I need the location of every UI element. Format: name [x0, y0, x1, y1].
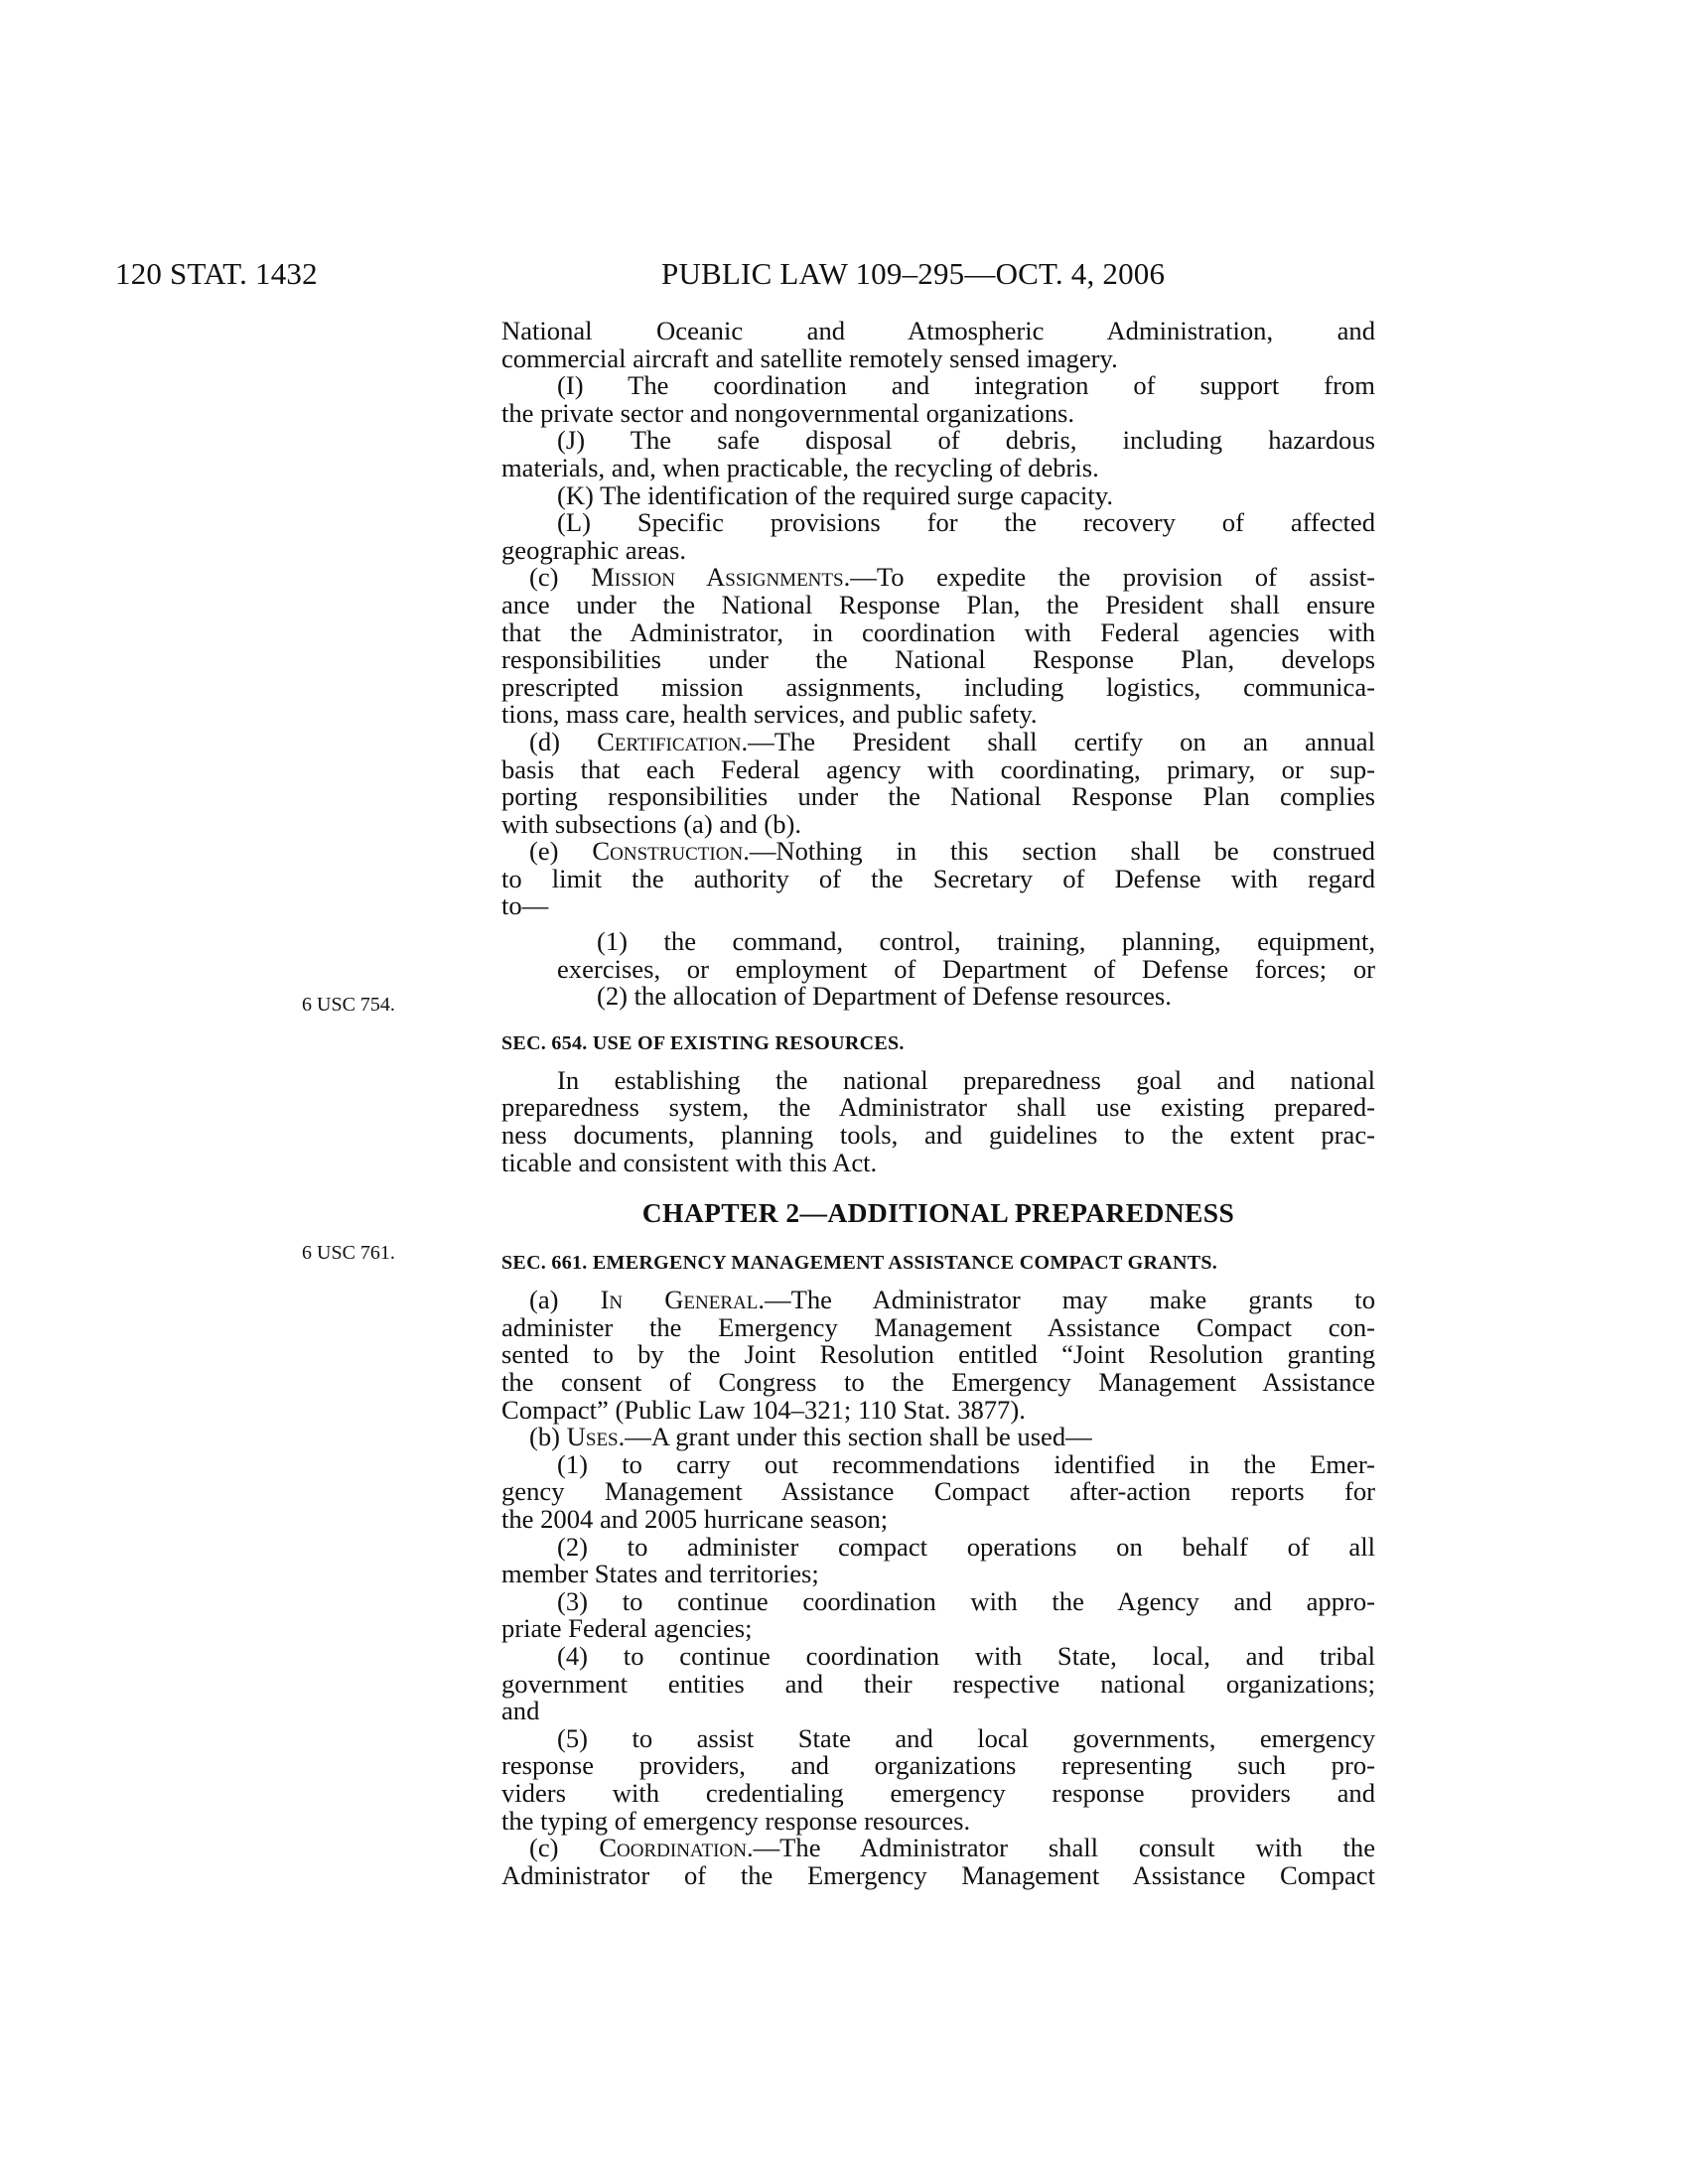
- subsection-a-text: .—The Administrator may make grants to: [758, 1285, 1375, 1315]
- subsection-a-number: (a): [529, 1285, 601, 1315]
- text-line: with subsections (a) and (b).: [501, 808, 802, 839]
- text-line: (2) the allocation of Department of Defense resources.: [597, 981, 1172, 1012]
- text-line: materials, and, when practicable, the recycling of debris.: [501, 452, 1099, 482]
- text-line: (L) Specific provisions for the recovery of affected: [557, 507, 1375, 538]
- text-line: porting responsibilities under the National Response Plan complies: [501, 781, 1375, 812]
- text-line: response providers, and organizations representing such pro-: [501, 1750, 1375, 1781]
- text-line: the typing of emergency response resources.: [501, 1805, 971, 1836]
- margin-note-sec661: 6 USC 761.: [302, 1242, 395, 1264]
- text-line: to—: [501, 890, 549, 921]
- subsection-cc-number: (c): [529, 1833, 600, 1863]
- subsection-e-heading: Construction: [592, 836, 744, 867]
- page-citation: 120 STAT. 1432: [115, 256, 318, 291]
- subsection-d-text: .—The President shall certify on an annual: [741, 726, 1375, 756]
- subsection-cc-text: .—The Administrator shall consult with the: [746, 1833, 1375, 1863]
- subsection-d-heading: Certification: [597, 726, 742, 756]
- text-line: (K) The identification of the required surge capacity.: [557, 479, 1113, 510]
- text-line: gency Management Assistance Compact after-action reports for: [501, 1476, 1375, 1507]
- text-line: the consent of Congress to the Emergency Management Assistance: [501, 1367, 1375, 1397]
- chapter-heading: CHAPTER 2—ADDITIONAL PREPAREDNESS: [641, 1197, 1235, 1229]
- text-line: geographic areas.: [501, 534, 687, 565]
- subsection-b-number: (b): [529, 1422, 567, 1452]
- text-line: commercial aircraft and satellite remotely sensed imagery.: [501, 342, 1118, 373]
- text-line: prescripted mission assignments, including logistics, communica-: [501, 671, 1375, 702]
- text-line: (1) the command, control, training, planning, equipment,: [597, 926, 1375, 957]
- subsection-a-first-line: [501, 1287, 1375, 1314]
- subsection-b-text: .—A grant under this section shall be used—: [618, 1422, 1092, 1452]
- text-line: ticable and consistent with this Act.: [501, 1147, 878, 1177]
- text-line: and: [501, 1696, 540, 1726]
- text-line: Administrator of the Emergency Management Assistance Compact: [501, 1859, 1375, 1890]
- text-line: tions, mass care, health services, and public safety.: [501, 699, 1038, 730]
- text-line: (3) to continue coordination with the Agency and appro-: [557, 1585, 1375, 1616]
- text-line: (I) The coordination and integration of support from: [557, 370, 1375, 401]
- text-line: viders with credentialing emergency response providers and: [501, 1777, 1375, 1808]
- text-line: In establishing the national preparedness goal and national: [557, 1064, 1375, 1095]
- subsection-c-first-line: [501, 564, 1375, 592]
- subsection-b-heading: Uses: [566, 1422, 619, 1452]
- text-line: that the Administrator, in coordination with Federal agencies with: [501, 616, 1375, 647]
- text-line: to limit the authority of the Secretary of Defense with regard: [501, 863, 1375, 893]
- text-line: basis that each Federal agency with coordinating, primary, or sup-: [501, 753, 1375, 784]
- subsection-d-number: (d): [529, 726, 598, 756]
- subsection-c-text: .—To expedite the provision of assist-: [843, 562, 1376, 593]
- subsection-d-first-line: [501, 726, 1375, 756]
- text-line: the 2004 and 2005 hurricane season;: [501, 1503, 889, 1534]
- text-line: National Oceanic and Atmospheric Administration, and: [501, 316, 1375, 345]
- section-654-heading: SEC. 654. USE OF EXISTING RESOURCES.: [501, 1031, 905, 1054]
- subsection-b-first-line: [501, 1424, 1375, 1451]
- subsection-a-heading: In General: [600, 1285, 759, 1315]
- document-body: [501, 318, 1375, 1889]
- subsection-e-first-line: [501, 838, 1375, 866]
- subsection-c-number: (c): [529, 562, 592, 593]
- text-line: (1) to carry out recommendations identified in the Emer-: [557, 1448, 1375, 1479]
- subsection-cc-first-line: [501, 1835, 1375, 1862]
- running-head: PUBLIC LAW 109–295—OCT. 4, 2006: [661, 256, 1166, 291]
- text-line: exercises, or employment of Department of Defense forces; or: [557, 953, 1375, 984]
- text-line: ness documents, planning tools, and guidelines to the extent prac-: [501, 1120, 1375, 1151]
- text-line: (2) to administer compact operations on behalf of all: [557, 1531, 1375, 1562]
- text-line: member States and territories;: [501, 1559, 819, 1589]
- text-line: priate Federal agencies;: [501, 1613, 753, 1644]
- text-line: ance under the National Response Plan, the President shall ensure: [501, 589, 1375, 619]
- text-line: (J) The safe disposal of debris, including hazardous: [557, 425, 1375, 456]
- text-line: Compact” (Public Law 104–321; 110 Stat. 3877).: [501, 1394, 1026, 1425]
- subsection-cc-heading: Coordination: [599, 1833, 747, 1863]
- text-line: (4) to continue coordination with State, local, and tribal: [557, 1640, 1375, 1671]
- text-line: responsibilities under the National Response Plan, develops: [501, 644, 1375, 675]
- text-line: sented to by the Joint Resolution entitled “Joint Resolution granting: [501, 1339, 1375, 1370]
- text-line: (5) to assist State and local governments, emergency: [557, 1722, 1375, 1753]
- subsection-c-heading: Mission Assignments: [591, 562, 844, 593]
- margin-note-sec654: 6 USC 754.: [302, 994, 395, 1016]
- section-661-heading: SEC. 661. EMERGENCY MANAGEMENT ASSISTANCE COMPACT GRANTS.: [501, 1252, 1218, 1275]
- text-line: preparedness system, the Administrator shall use existing prepared-: [501, 1092, 1375, 1123]
- text-line: the private sector and nongovernmental organizations.: [501, 397, 1074, 428]
- text-line: administer the Emergency Management Assistance Compact con-: [501, 1311, 1375, 1342]
- subsection-e-number: (e): [529, 836, 593, 867]
- subsection-e-text: .—Nothing in this section shall be construed: [743, 836, 1375, 867]
- text-line: government entities and their respective national organizations;: [501, 1668, 1375, 1699]
